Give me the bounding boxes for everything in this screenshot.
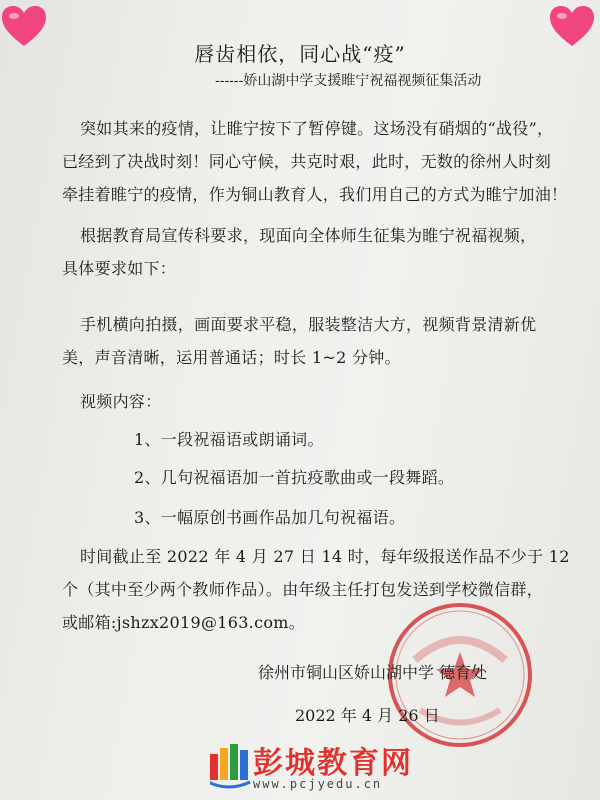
content-label xyxy=(62,385,567,418)
text-line: 根据教育局宣传科要求，现面向全体师生征集为睢宁祝福视频， xyxy=(80,226,537,245)
content-list xyxy=(62,461,567,494)
list-item: 3、一幅原创书画作品加几句祝福语。 xyxy=(134,508,406,527)
text-line: 时间截止至 2022 年 4 月 27 日 14 时，每年级报送作品不少于 12 xyxy=(80,547,570,566)
issue-date: 2022 年 4 月 26 日 xyxy=(295,706,440,725)
document-subtitle: ------娇山湖中学支援睢宁祝福视频征集活动 xyxy=(215,73,482,89)
paragraph-requirement xyxy=(62,219,567,285)
list-item: 2、几句祝福语加一首抗疫歌曲或一段舞蹈。 xyxy=(134,468,455,487)
text-line: 突如其来的疫情，让睢宁按下了暂停键。这场没有硝烟的“战役”， xyxy=(80,119,554,138)
list-item: 1、一段祝福语或朗诵词。 xyxy=(134,430,324,449)
text-line: 或邮箱:jshzx2019@163.com。 xyxy=(62,613,306,632)
text-line: 具体要求如下： xyxy=(62,259,177,278)
content-list xyxy=(62,423,567,456)
site-url: www.pcjyedu.cn xyxy=(253,777,383,791)
text-line: 美，声音清晰，运用普通话；时长 1~2 分钟。 xyxy=(62,348,401,367)
issuer-organization: 徐州市铜山区娇山湖中学 德育处 xyxy=(258,663,488,682)
document-title: 唇齿相依，同心战“疫” xyxy=(194,42,406,66)
text-line: 个（其中至少两个教师作品）。由年级主任打包发送到学校微信群， xyxy=(62,580,544,599)
text-line: 视频内容： xyxy=(80,392,162,411)
text-line: 已经到了决战时刻！同心守候，共克时艰，此时，无数的徐州人时刻 xyxy=(62,152,552,171)
text-line: 手机横向拍摄，画面要求平稳，服装整洁大方，视频背景清新优 xyxy=(80,315,537,334)
paragraph-filming xyxy=(62,308,567,374)
text-line: 牵挂着睢宁的疫情，作为铜山教育人，我们用自己的方式为睢宁加油！ xyxy=(62,185,568,204)
site-name: 彭城教育网 xyxy=(253,746,413,781)
content-list xyxy=(62,501,567,534)
paragraph-intro xyxy=(62,112,567,211)
